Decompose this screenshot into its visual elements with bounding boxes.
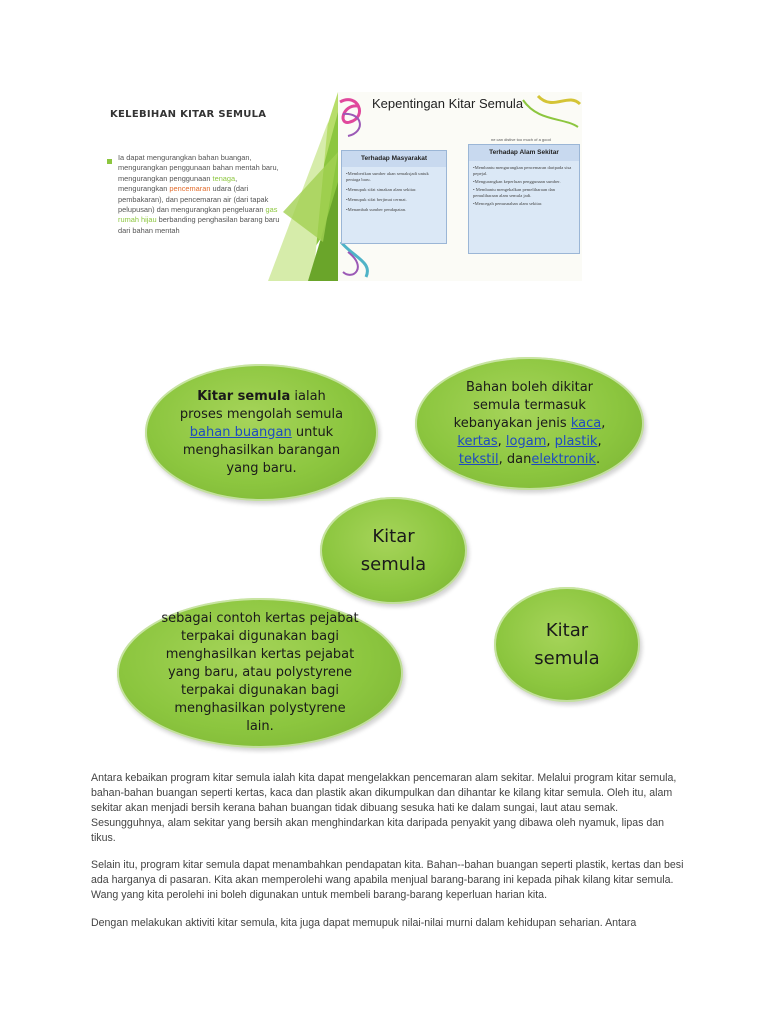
separator: , xyxy=(601,415,606,431)
oval-example xyxy=(117,598,403,748)
oval1-text-end: untuk menghasilkan barangan yang baru. xyxy=(182,424,341,476)
oval1-text: ialah proses mengolah semula xyxy=(179,388,344,422)
paragraph-2: Selain itu, program kitar semula dapat menambahkan pendapatan kita. Bahan--bahan buangan seperti plastik, kertas dan besi ada harganya di pasaran. Kita akan memperolehi wang apabila menjual barang-barang ini kepada pihak kilang kitar semula. Wang yang kita perolehi ini boleh digunakan untuk membeli barang-barang keperluan harian kita. xyxy=(91,859,684,901)
link-plastik[interactable]: plastik xyxy=(554,433,598,449)
slide1-bullet-text: Ia dapat mengurangkan bahan buangan, mengurangkan penggunaan bahan mentah baru, mengurangkan penggunaan tenaga, mengurangkan pencemaran udara (dari pembakaran), dan pencemaran air (dari tapak pelupusan) dan mengurangkan pengeluaran gas rumah hijau berbanding penghasilan barang baru dari bahan mentah xyxy=(118,153,280,235)
list-item: • Membantu mengekalkan pemeliharaan dan pemuliharaan alam semula jadi. xyxy=(473,187,555,198)
box2-header: Terhadap Alam Sekitar xyxy=(469,145,579,161)
bullet-marker-icon xyxy=(107,159,112,164)
list-item: •Mencegah pemusnahan alam sekitar. xyxy=(473,201,543,206)
separator: , xyxy=(497,433,506,449)
green-leaves-decoration xyxy=(268,92,338,281)
box1-header: Terhadap Masyarakat xyxy=(342,151,446,167)
list-item: •Memupuk sifat simakan alam sekitar. xyxy=(346,187,417,192)
slide-kepentingan-kitar-semula xyxy=(338,92,582,281)
slide1-title: KELEBIHAN KITAR SEMULA xyxy=(110,109,267,120)
oval1-bold-term: Kitar semula xyxy=(197,388,291,404)
list-item: •Membantu mengurangkan pencemaran daripada sisa pepejal. xyxy=(473,165,572,176)
link-kertas[interactable]: kertas xyxy=(457,433,498,449)
paragraph-1: Antara kebaikan program kitar semula ialah kita dapat mengelakkan pencemaran alam sekitar. Melalui program kitar semula, bahan-bahan buangan seperti kertas, kaca dan plastik akan dikumpulkan dan dihantar ke kilang kitar semula. Oleh itu, alam sekitar akan menjadi bersih kerana bahan buangan tidak dibuang sesuka hati ke dalam sungai, laut atau semak. Sesungguhnya, alam sekitar yang bersih akan menghindarkan kita daripada penyakit yang dibawa oleh nyamuk, lipas dan tikus. xyxy=(91,772,677,844)
list-item: •Mengurangkan keperluan penggunaan sumber. xyxy=(473,179,561,184)
oval5-text: Kitar semula xyxy=(534,619,600,669)
separator: , xyxy=(597,433,602,449)
slide2-small-text: ne can distive too much of a good xyxy=(491,137,551,142)
link-kaca[interactable]: kaca xyxy=(570,415,602,431)
oval4-text: sebagai contoh kertas pejabat terpakai digunakan bagi menghasilkan kertas pejabat yang baru, atau polystyrene terpakai digunakan bagi menghasilkan polystyrene lain xyxy=(161,611,359,734)
box-terhadap-alam-sekitar xyxy=(468,144,580,254)
list-item: •Memupuk sifat berjimat cermat. xyxy=(346,197,407,202)
link-logam[interactable]: logam xyxy=(505,433,547,449)
link-bahan-buangan[interactable]: bahan buangan xyxy=(189,424,292,440)
link-tekstil[interactable]: tekstil xyxy=(458,451,499,467)
box2-list xyxy=(469,161,579,207)
oval-definition xyxy=(145,364,378,501)
slide-kelebihan-kitar-semula xyxy=(91,92,338,281)
list-item: •Memberikan sumber akan semaksjadi untuk peniaga baru. xyxy=(346,171,429,182)
box1-list xyxy=(342,167,446,213)
period: . xyxy=(595,451,601,467)
slide2-title: Kepentingan Kitar Semula xyxy=(372,96,524,111)
oval3-text: Kitar semula xyxy=(360,525,427,575)
oval-materials xyxy=(415,357,644,490)
separator: , dan xyxy=(498,451,532,467)
period: . xyxy=(269,719,274,734)
list-item: •Menambah sumber pendapatan. xyxy=(346,207,407,212)
oval-center-title xyxy=(320,497,467,604)
oval-kitar-semula xyxy=(494,587,640,702)
link-elektronik[interactable]: elektronik xyxy=(531,451,596,467)
oval2-text: Bahan boleh dikitar semula termasuk kebanyakan jenis xyxy=(453,379,594,431)
box-terhadap-masyarakat xyxy=(341,150,447,244)
separator: , xyxy=(546,433,555,449)
paragraph-3: Dengan melakukan aktiviti kitar semula, kita juga dapat memupuk nilai-nilai murni dalam kehidupan seharian. Antara xyxy=(91,917,637,929)
